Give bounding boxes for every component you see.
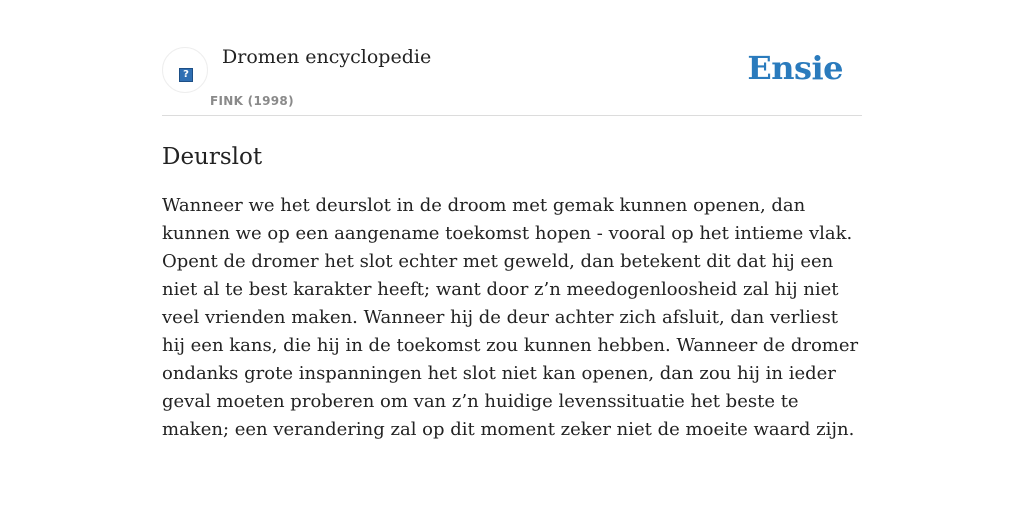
source-title[interactable]: Dromen encyclopedie (222, 46, 432, 68)
entry-card (162, 44, 862, 444)
ensie-logo[interactable]: Ensie (747, 49, 843, 87)
source-icon[interactable] (162, 47, 208, 93)
question-mark-icon: ? (179, 68, 193, 82)
source-meta: FINK (1998) (210, 94, 294, 108)
entry-header (162, 44, 862, 116)
entry-body: Wanneer we het deurslot in de droom met gemak kunnen openen, dan kunnen we op een aangename toekomst hopen - vooral op het intieme vlak. Opent de dromer het slot echter met geweld, dan betekent dit dat hij een niet al te best karakter heeft; want door z’n meedogenloosheid zal hij niet veel vrienden maken. Wanneer hij de deur achter zich afsluit, dan verliest hij een kans, die hij in de toekomst zou kunnen hebben. Wanneer de dromer ondanks grote inspanningen het slot niet kan openen, dan zou hij in ieder geval moeten proberen om van z’n huidige levenssituatie het beste te maken; een verandering zal op dit moment zeker niet de moeite waard zijn. (162, 195, 859, 440)
entry-title: Deurslot (162, 144, 263, 170)
